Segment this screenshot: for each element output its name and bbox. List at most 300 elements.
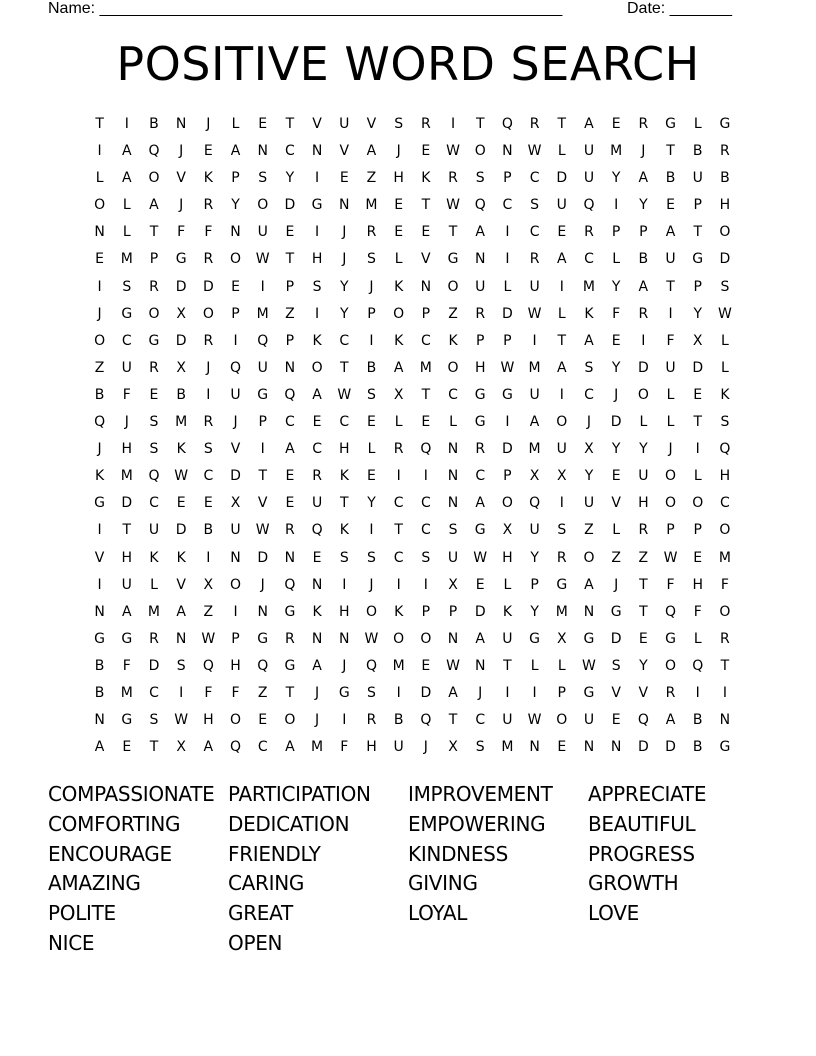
grid-letter: G [311, 197, 323, 214]
grid-letter: M [365, 197, 378, 214]
grid-letter: C [312, 441, 322, 458]
grid-letter: A [285, 739, 295, 756]
grid-letter: M [528, 441, 541, 458]
grid-letter: Q [148, 468, 160, 485]
grid-letter: E [285, 224, 295, 241]
grid-letter: Y [367, 495, 376, 512]
grid-letter: Q [665, 603, 677, 620]
grid-letter: P [611, 224, 621, 241]
grid-letter: E [258, 116, 268, 132]
grid-letter: S [258, 170, 268, 187]
grid-letter: S [611, 657, 621, 674]
grid-letter: L [666, 386, 675, 403]
grid-letter: A [312, 386, 322, 403]
grid-letter: L [612, 251, 621, 268]
grid-letter: D [175, 522, 187, 539]
grid-letter: P [666, 522, 675, 539]
grid-letter: K [720, 386, 730, 403]
grid-letter: I [532, 332, 537, 349]
grid-letter: Y [340, 305, 349, 322]
grid-letter: J [233, 414, 238, 431]
grid-letter: W [174, 468, 189, 485]
grid-letter: R [285, 522, 295, 539]
grid-letter: W [446, 197, 460, 214]
grid-letter: I [450, 116, 456, 132]
grid-letter: X [203, 576, 214, 593]
grid-letter: N [447, 441, 459, 458]
grid-letter: M [718, 549, 731, 566]
grid-letter: T [285, 684, 295, 701]
grid-letter: W [527, 305, 542, 322]
grid-letter: U [148, 522, 160, 539]
grid-letter: Q [311, 522, 323, 539]
grid-letter: A [366, 143, 377, 160]
grid-letter: G [284, 603, 296, 620]
grid-letter: V [176, 576, 186, 593]
grid-letter: K [421, 170, 431, 187]
grid-letter: M [392, 657, 405, 674]
grid-letter: N [257, 143, 268, 160]
grid-letter: J [315, 684, 320, 701]
grid-letter: A [121, 143, 132, 160]
grid-letter: P [693, 522, 702, 539]
grid-letter: M [175, 414, 188, 431]
grid-letter: L [394, 414, 403, 431]
grid-letter: J [668, 441, 673, 458]
grid-letter: H [474, 359, 486, 376]
grid-letter: E [421, 143, 431, 160]
grid-letter: J [478, 684, 483, 701]
grid-letter: P [448, 603, 458, 620]
grid-letter: W [446, 143, 460, 160]
grid-letter: K [203, 170, 213, 187]
grid-letter: T [475, 116, 485, 132]
word-list-item: CARING [228, 871, 305, 896]
grid-letter: P [285, 332, 295, 349]
grid-letter: G [175, 251, 187, 268]
grid-letter: E [285, 468, 295, 485]
grid-letter: Y [231, 197, 240, 214]
grid-letter: L [122, 224, 131, 241]
grid-letter: C [285, 414, 295, 431]
grid-letter: H [339, 441, 350, 458]
grid-letter: P [231, 630, 240, 647]
grid-letter: I [315, 305, 320, 322]
grid-letter: D [284, 197, 296, 214]
grid-letter: A [638, 170, 649, 187]
grid-letter: W [527, 712, 542, 729]
grid-letter: O [501, 495, 513, 512]
grid-letter: E [611, 712, 621, 729]
grid-letter: E [176, 495, 186, 512]
word-list-item: DEDICATION [228, 811, 350, 836]
grid-letter: P [503, 468, 512, 485]
grid-letter: F [612, 305, 621, 322]
grid-letter: G [338, 684, 350, 701]
grid-letter: L [693, 468, 702, 485]
grid-letter: E [339, 170, 349, 187]
grid-letter: G [610, 603, 622, 620]
grid-letter: S [394, 116, 404, 132]
grid-letter: P [421, 603, 431, 620]
grid-letter: Q [420, 712, 432, 729]
grid-letter: H [311, 251, 323, 268]
grid-letter: G [719, 739, 731, 756]
grid-letter: P [503, 170, 512, 187]
grid-letter: Y [639, 657, 648, 674]
grid-letter: U [393, 739, 404, 756]
grid-letter: D [175, 332, 187, 349]
grid-letter: I [97, 576, 102, 593]
grid-letter: E [421, 224, 431, 241]
grid-letter: U [230, 386, 241, 403]
grid-letter: T [557, 332, 567, 349]
grid-letter: E [285, 495, 295, 512]
grid-letter: O [230, 712, 242, 729]
grid-letter: U [556, 441, 567, 458]
grid-letter: E [557, 224, 567, 241]
grid-letter: J [614, 386, 619, 403]
grid-letter: U [665, 359, 676, 376]
grid-letter: R [475, 305, 486, 322]
grid-letter: I [695, 684, 700, 701]
grid-letter: O [230, 251, 242, 268]
grid-letter: M [555, 603, 568, 620]
grid-letter: T [639, 576, 648, 593]
grid-letter: W [364, 630, 379, 647]
grid-letter: C [448, 386, 458, 403]
name-field-label: Name: ____________________________________________________ [48, 0, 563, 17]
grid-letter: T [394, 522, 403, 539]
grid-letter: Y [693, 305, 702, 322]
grid-letter: Q [474, 197, 486, 214]
grid-letter: H [502, 549, 513, 566]
grid-letter: V [94, 549, 105, 566]
grid-letter: P [693, 278, 702, 295]
grid-letter: D [502, 305, 513, 322]
grid-letter: Z [638, 549, 649, 566]
grid-letter: L [150, 576, 158, 593]
grid-letter: N [284, 549, 296, 566]
word-list-item: GROWTH [588, 871, 679, 896]
grid-letter: F [720, 576, 729, 593]
grid-letter: F [122, 386, 131, 403]
grid-letter: B [692, 712, 703, 729]
grid-letter: T [448, 712, 458, 729]
grid-letter: G [447, 251, 459, 268]
grid-letter: I [260, 441, 265, 458]
grid-letter: I [505, 414, 510, 431]
grid-letter: E [421, 414, 431, 431]
word-list-item: KINDNESS [408, 841, 508, 866]
grid-letter: C [475, 468, 486, 485]
grid-letter: U [692, 170, 703, 187]
grid-letter: Z [366, 170, 377, 187]
grid-letter: U [257, 224, 268, 241]
grid-letter: R [638, 522, 649, 539]
grid-letter: U [339, 116, 350, 132]
grid-letter: O [94, 332, 106, 349]
grid-letter: Q [94, 414, 106, 431]
grid-letter: Q [420, 441, 432, 458]
grid-letter: H [638, 495, 649, 512]
grid-letter: N [311, 576, 323, 593]
grid-letter: Q [365, 657, 377, 674]
grid-letter: J [260, 576, 265, 593]
grid-letter: T [95, 116, 104, 132]
grid-letter: Y [611, 359, 621, 376]
grid-letter: I [423, 468, 428, 485]
grid-letter: A [475, 630, 485, 647]
grid-letter: G [665, 116, 676, 132]
grid-letter: S [149, 441, 159, 458]
grid-letter: X [448, 576, 458, 593]
grid-letter: L [612, 522, 621, 539]
grid-letter: Y [611, 441, 621, 458]
grid-letter: G [665, 630, 676, 647]
grid-letter: I [722, 684, 727, 701]
grid-letter: O [94, 197, 106, 214]
grid-letter: H [366, 739, 377, 756]
grid-letter: S [475, 170, 485, 187]
grid-letter: E [638, 630, 648, 647]
grid-letter: E [394, 224, 404, 241]
grid-letter: U [502, 712, 513, 729]
grid-letter: J [586, 414, 592, 431]
grid-letter: R [149, 630, 159, 647]
grid-letter: G [94, 630, 106, 647]
grid-letter: I [342, 576, 347, 593]
grid-letter: I [342, 712, 347, 729]
grid-letter: S [530, 197, 540, 214]
grid-letter: Q [202, 657, 214, 674]
word-list-item: IMPROVEMENT [408, 782, 553, 806]
grid-letter: C [203, 468, 214, 485]
grid-letter: G [121, 712, 133, 729]
grid-letter: J [97, 305, 102, 322]
grid-letter: G [257, 630, 269, 647]
grid-letter: A [149, 197, 159, 214]
grid-letter: N [230, 549, 241, 566]
grid-letter: T [340, 359, 349, 376]
grid-letter: J [614, 576, 619, 593]
grid-letter: J [342, 657, 347, 674]
grid-letter: S [149, 414, 159, 431]
grid-letter: A [285, 441, 295, 458]
grid-letter: N [257, 603, 268, 620]
grid-letter: F [666, 576, 675, 593]
grid-letter: Z [584, 522, 594, 539]
grid-letter: D [420, 684, 432, 701]
grid-letter: R [203, 332, 214, 349]
grid-letter: O [257, 197, 269, 214]
grid-letter: X [502, 522, 513, 539]
grid-letter: I [260, 278, 265, 295]
grid-letter: W [717, 305, 732, 322]
grid-letter: W [527, 143, 542, 160]
grid-letter: L [639, 414, 648, 431]
grid-letter: O [556, 414, 568, 431]
grid-letter: O [719, 224, 731, 241]
grid-letter: N [610, 739, 622, 756]
grid-letter: I [206, 549, 211, 566]
grid-letter: G [148, 332, 160, 349]
grid-letter: U [257, 359, 268, 376]
grid-letter: Y [639, 197, 648, 214]
grid-letter: I [532, 684, 537, 701]
grid-letter: B [665, 170, 676, 187]
grid-letter: K [394, 278, 404, 295]
grid-letter: E [122, 739, 132, 756]
grid-letter: N [447, 468, 459, 485]
word-list-item: GREAT [228, 901, 293, 926]
grid-letter: A [665, 712, 676, 729]
grid-letter: A [584, 116, 594, 132]
grid-letter: N [474, 657, 486, 674]
word-list-item: GIVING [408, 871, 478, 896]
grid-letter: P [149, 251, 159, 268]
grid-letter: O [148, 170, 160, 187]
grid-letter: N [339, 630, 350, 647]
grid-letter: U [121, 359, 132, 376]
grid-letter: E [693, 549, 703, 566]
grid-letter: W [500, 359, 515, 376]
grid-letter: Q [230, 359, 242, 376]
grid-letter: T [557, 116, 567, 132]
grid-letter: B [638, 251, 649, 268]
grid-letter: A [230, 143, 241, 160]
grid-letter: C [584, 386, 594, 403]
grid-letter: M [582, 278, 596, 295]
grid-letter: A [121, 170, 132, 187]
grid-letter: B [393, 712, 404, 729]
grid-letter: U [638, 468, 649, 485]
grid-letter: V [366, 116, 377, 132]
grid-letter: J [124, 414, 129, 431]
grid-letter: O [230, 576, 242, 593]
grid-letter: P [557, 684, 566, 701]
grid-letter: R [720, 143, 730, 160]
grid-letter: I [668, 305, 673, 322]
grid-letter: S [367, 386, 376, 403]
grid-letter: M [147, 603, 161, 620]
grid-letter: R [556, 549, 567, 566]
grid-letter: G [583, 630, 595, 647]
word-list-item: EMPOWERING [408, 811, 546, 836]
grid-letter: G [121, 305, 133, 322]
grid-letter: B [94, 657, 105, 674]
grid-letter: D [637, 739, 649, 756]
grid-letter: V [611, 495, 621, 512]
grid-letter: I [315, 224, 320, 241]
grid-letter: U [583, 170, 595, 187]
word-list-item: COMPASSIONATE [48, 782, 215, 806]
grid-letter: L [394, 251, 403, 268]
grid-letter: L [449, 414, 457, 431]
grid-letter: V [339, 143, 350, 160]
grid-letter: O [284, 712, 296, 729]
grid-letter: N [230, 224, 241, 241]
grid-letter: O [393, 305, 405, 322]
grid-letter: Y [285, 170, 295, 187]
grid-letter: T [639, 603, 648, 620]
grid-letter: P [475, 332, 485, 349]
grid-letter: I [505, 224, 510, 241]
grid-letter: N [529, 739, 540, 756]
grid-letter: D [610, 414, 622, 431]
grid-letter: B [94, 386, 105, 403]
grid-letter: S [421, 549, 431, 566]
grid-letter: R [203, 197, 214, 214]
grid-letter: G [719, 116, 731, 132]
grid-letter: A [475, 224, 485, 241]
grid-letter: A [203, 739, 214, 756]
grid-letter: X [230, 495, 241, 512]
grid-letter: K [312, 603, 322, 620]
word-list-item: NICE [48, 930, 95, 955]
grid-letter: D [121, 495, 133, 512]
grid-letter: I [97, 522, 102, 539]
grid-letter: S [584, 359, 594, 376]
grid-letter: L [367, 441, 376, 458]
grid-letter: I [614, 197, 619, 214]
grid-letter: I [233, 332, 238, 349]
grid-letter: R [584, 224, 594, 241]
grid-letter: V [230, 441, 241, 458]
grid-letter: C [121, 332, 132, 349]
grid-letter: E [666, 197, 675, 214]
grid-letter: Q [148, 143, 160, 160]
grid-letter: X [692, 332, 703, 349]
word-list-item: COMFORTING [48, 811, 181, 836]
grid-letter: A [584, 576, 594, 593]
grid-letter: A [448, 684, 458, 701]
grid-letter: I [396, 684, 401, 701]
grid-letter: U [665, 251, 676, 268]
grid-letter: N [175, 116, 187, 132]
grid-letter: Q [692, 657, 704, 674]
grid-letter: C [584, 251, 594, 268]
grid-letter: K [394, 603, 404, 620]
grid-letter: L [721, 359, 729, 376]
grid-letter: G [474, 522, 486, 539]
grid-letter: C [149, 684, 159, 701]
grid-letter: X [176, 739, 186, 756]
grid-letter: O [719, 603, 731, 620]
grid-letter: Q [230, 739, 242, 756]
grid-letter: I [206, 386, 211, 403]
grid-letter: N [284, 359, 296, 376]
grid-letter: O [692, 495, 704, 512]
grid-letter: M [419, 359, 432, 376]
word-list-item: PROGRESS [588, 841, 695, 866]
grid-letter: R [475, 441, 486, 458]
grid-letter: B [692, 739, 703, 756]
grid-letter: C [529, 170, 540, 187]
grid-letter: A [176, 603, 186, 620]
grid-letter: T [693, 414, 702, 431]
grid-letter: N [311, 143, 323, 160]
grid-letter: E [475, 576, 485, 593]
grid-letter: X [584, 441, 594, 458]
word-list-item: OPEN [228, 930, 283, 955]
grid-letter: D [230, 468, 241, 485]
grid-letter: Z [285, 305, 295, 322]
grid-letter: N [502, 143, 513, 160]
grid-letter: E [367, 414, 376, 431]
grid-letter: K [176, 441, 186, 458]
grid-letter: M [311, 739, 324, 756]
